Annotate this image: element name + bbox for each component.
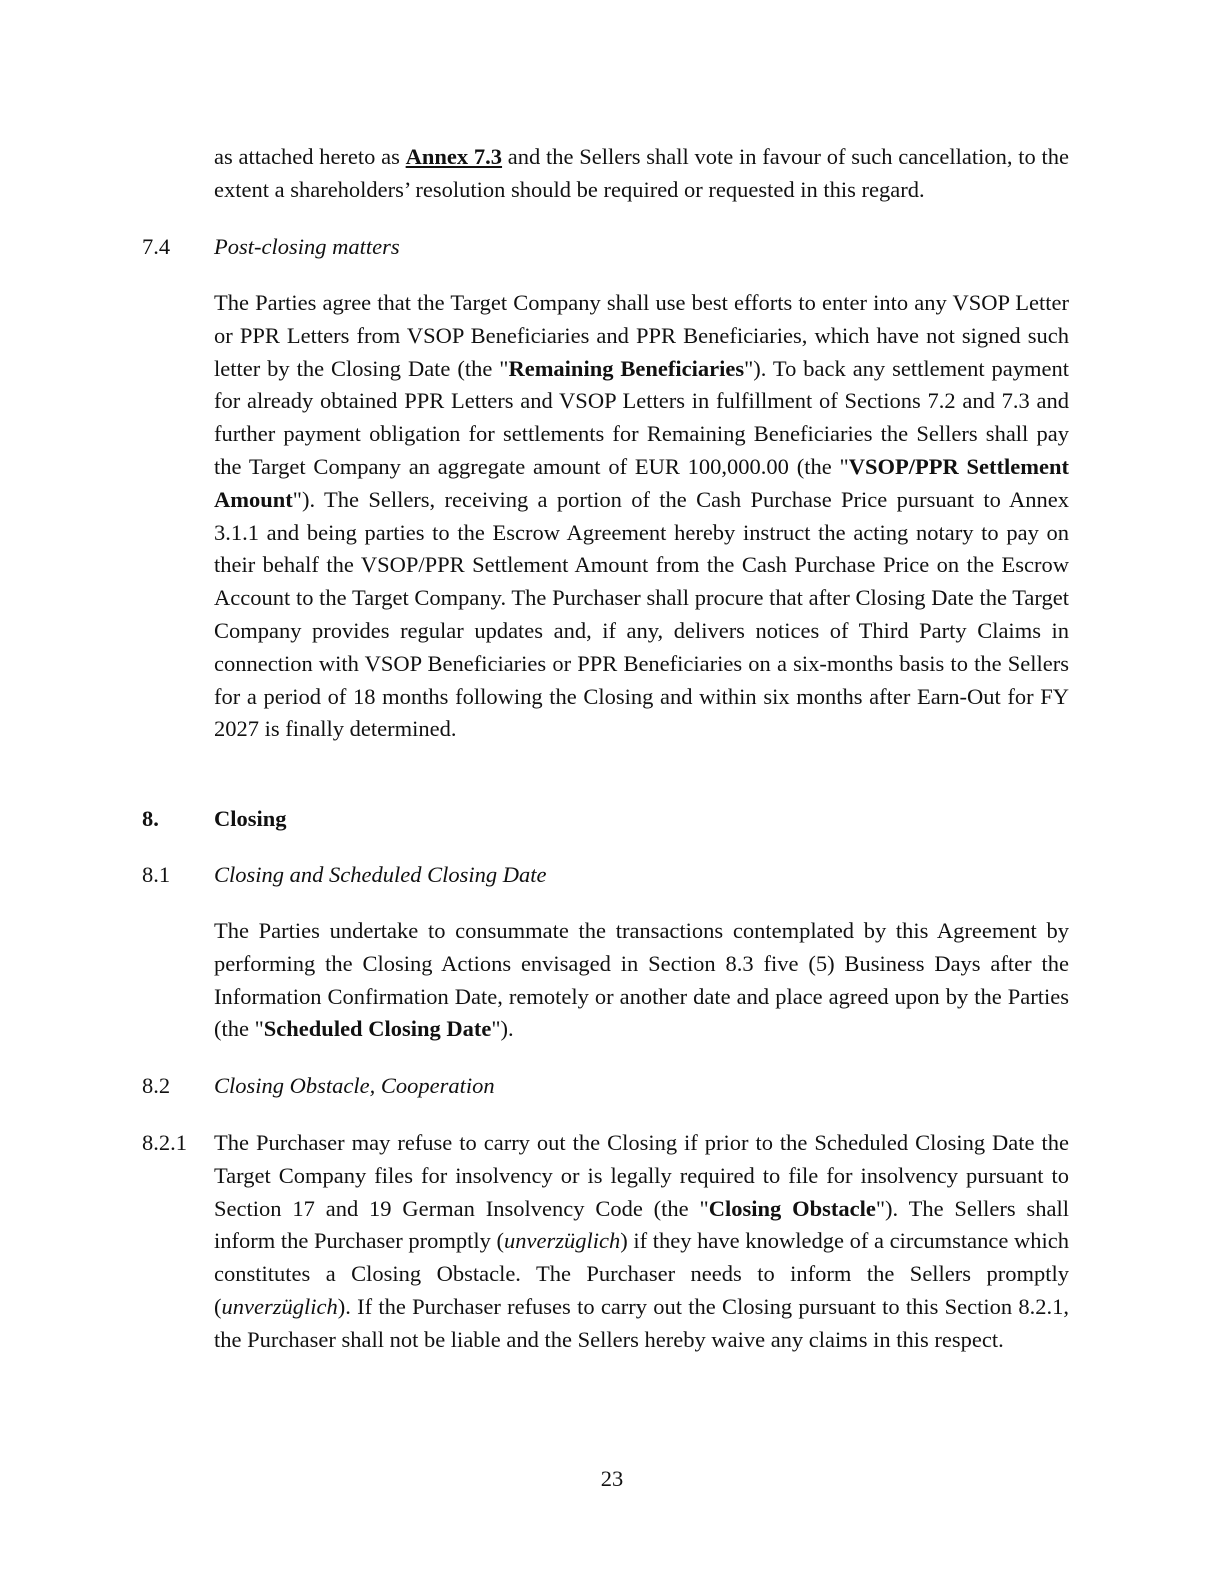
defined-term-scheduled-closing-date: Scheduled Closing Date <box>263 1016 492 1042</box>
section-8-1-heading: Closing and Scheduled Closing Date <box>214 862 547 887</box>
defined-term-remaining-beneficiaries: Remaining Beneficiaries <box>508 355 745 381</box>
defined-term-closing-obstacle: Closing Obstacle <box>708 1195 876 1221</box>
section-8-2-heading: Closing Obstacle, Cooperation <box>214 1073 495 1098</box>
defined-term-settlement-amount: VSOP/PPR Settlement Amount <box>214 453 1069 512</box>
section-8-2-number: 8.2 <box>142 1073 171 1098</box>
section-8-2-1-text-2: "). The Sellers shall inform the Purchaser promptly ( <box>214 1195 1070 1254</box>
section-7-4-text-1: The Parties agree that the Target Company shall use best efforts to enter into any VSOP Letter or PPR Letters from VSOP Beneficiaries and PPR Beneficiaries, which have not signed such letter by the Closing Date (the " <box>214 290 1069 381</box>
annex-reference: Annex 7.3 <box>405 144 503 169</box>
german-term-1: unverzüglich <box>504 1228 621 1254</box>
section-8-heading: Closing <box>214 806 287 831</box>
section-8-2-1-text-3: ) if they have knowledge of a circumstance which constitutes a Closing Obstacle. The Purchaser needs to inform the Sellers promptly ( <box>214 1228 1069 1319</box>
section-7-4-text-2: "). To back any settlement payment for already obtained PPR Letters and VSOP Letters in fulfillment of Sections 7.2 and 7.3 and further payment obligation for settlements for Remaining Beneficiaries the Sellers shall pay the Target Company an aggregate amount of EUR 100,000.00 (the " <box>214 355 1069 479</box>
section-8-2-1-number: 8.2.1 <box>142 1130 187 1155</box>
section-8-1-text-1: The Parties undertake to consummate the transactions contemplated by this Agreement by performing the Closing Actions envisaged in Section 8.3 five (5) Business Days after the Information Confirmation Date, remotely or another date and place agreed upon by the Parties (the " <box>214 918 1069 1042</box>
section-7-4-number: 7.4 <box>142 234 171 259</box>
section-8-1-text-2: "). <box>491 1016 514 1042</box>
section-8-1-paragraph <box>214 915 1069 1046</box>
german-term-2: unverzüglich <box>221 1293 338 1319</box>
section-8-2-1-paragraph <box>214 1127 1069 1357</box>
section-8-1-number: 8.1 <box>142 862 171 887</box>
section-8-2-1-text-1: The Purchaser may refuse to carry out the Closing if prior to the Scheduled Closing Date the Target Company files for insolvency or is legally required to file for insolvency pursuant to Section 17 and 19 German Insolvency Code (the " <box>214 1130 1069 1221</box>
intro-text-2: and the Sellers shall vote in favour of such cancellation, to the extent a shareholders’ resolution should be required or requested in this regard. <box>214 144 1069 202</box>
page-number: 23 <box>600 1466 624 1491</box>
intro-text-1: as attached hereto as <box>214 144 406 169</box>
section-8-2-1-text-4: ). If the Purchaser refuses to carry out the Closing pursuant to this Section 8.2.1, the Purchaser shall not be liable and the Sellers hereby waive any claims in this respect. <box>214 1293 1069 1352</box>
section-7-4-text-3: "). The Sellers, receiving a portion of the Cash Purchase Price pursuant to Annex 3.1.1 and being parties to the Escrow Agreement hereby instruct the acting notary to pay on their behalf the VSOP/PPR Settlement Amount from the Cash Purchase Price on the Escrow Account to the Target Company. The Purchaser shall procure that after Closing Date the Target Company provides regular updates and, if any, delivers notices of Third Party Claims in connection with VSOP Beneficiaries or PPR Beneficiaries on a six-months basis to the Sellers for a period of 18 months following the Closing and within six months after Earn-Out for FY 2027 is finally determined. <box>214 486 1069 742</box>
section-7-4-paragraph <box>214 287 1069 746</box>
intro-paragraph <box>214 141 1069 207</box>
section-8-number: 8. <box>142 806 159 831</box>
section-7-4-heading: Post-closing matters <box>214 234 400 259</box>
